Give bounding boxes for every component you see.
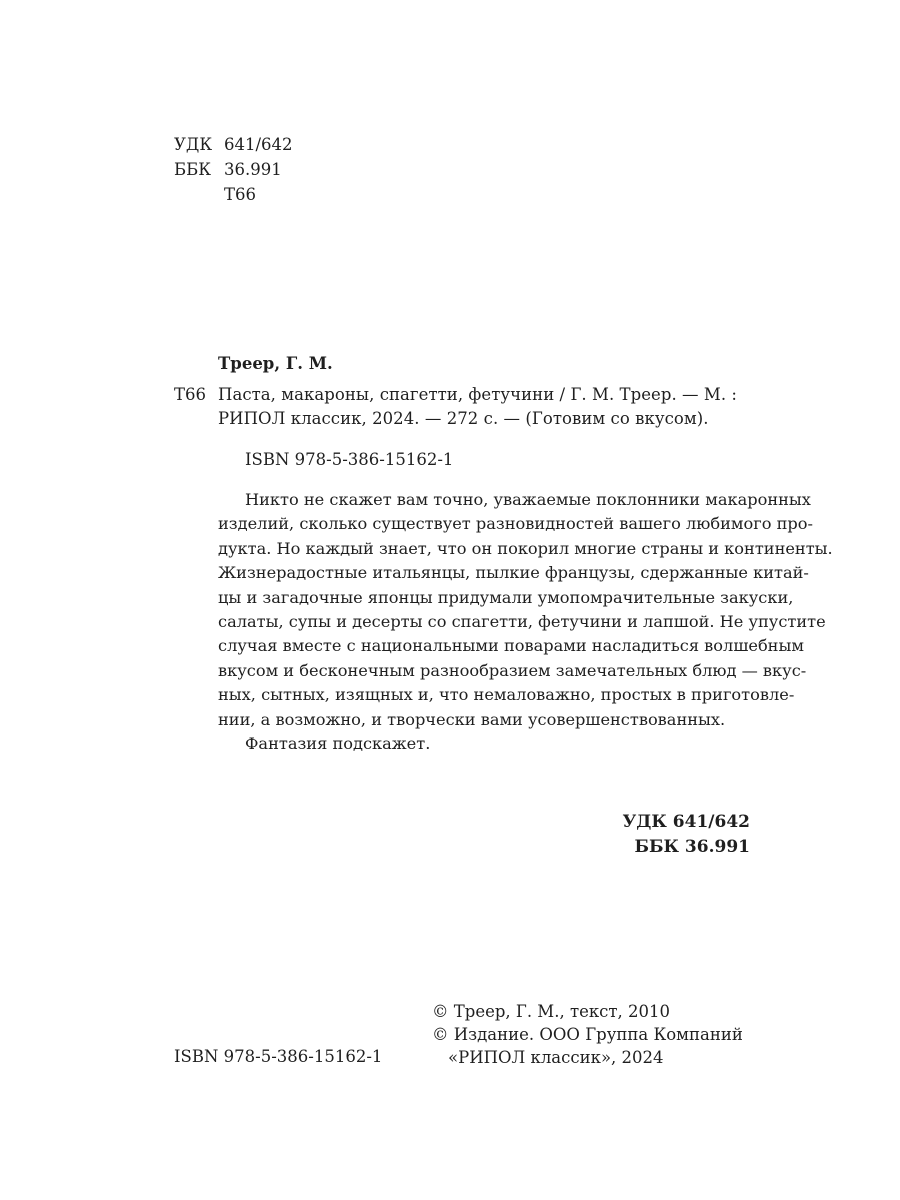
annotation-line: нии, а возможно, и творчески вами усовершенствованных. [218, 709, 726, 729]
annotation-line: изделий, сколько существует разновидностей вашего любимого про- [218, 514, 813, 534]
udk-label: УДК [174, 135, 213, 154]
annotation-line: салаты, супы и десерты со спагетти, фетучини и лапшой. Не упустите [218, 611, 826, 631]
udk-row [174, 132, 293, 157]
annotation-line: дукта. Но каждый знает, что он покорил многие страны и континенты. [218, 538, 833, 558]
udk-value: 641/642 [224, 135, 293, 154]
author-name: Треер, Г. М. [218, 354, 333, 373]
annotation-line: случая вместе с национальными поварами насладиться волшебным [218, 636, 804, 656]
copyright-edition-line-2: «РИПОЛ классик», 2024 [448, 1048, 664, 1067]
annotation-line: Никто не скажет вам точно, уважаемые поклонники макаронных [245, 490, 811, 509]
author-code-top: Т66 [224, 185, 257, 204]
annotation-line: ных, сытных, изящных и, что немаловажно, простых в приготовле- [218, 685, 795, 705]
bbk-value: 36.991 [224, 160, 282, 179]
bib-description-line-2: РИПОЛ классик, 2024. — 272 с. — (Готовим со вкусом). [218, 409, 709, 428]
author-code-bib: Т66 [174, 385, 207, 404]
annotation-line: цы и загадочные японцы придумали умопомрачительные закуски, [218, 587, 794, 607]
isbn-bibliographic: ISBN 978-5-386-15162-1 [245, 450, 454, 469]
annotation-line: Жизнерадостные итальянцы, пылкие французы, сдержанные китай- [218, 563, 809, 583]
annotation-line: вкусом и бесконечным разнообразием замечательных блюд — вкус- [218, 660, 807, 680]
copyright-edition-line-1: © Издание. ООО Группа Компаний [432, 1025, 743, 1044]
annotation-closing: Фантазия подскажет. [245, 733, 431, 753]
copyright-text: © Треер, Г. М., текст, 2010 [432, 1002, 670, 1021]
bbk-label: ББК [174, 160, 212, 179]
bbk-row [174, 157, 282, 182]
annotation [218, 488, 833, 756]
bbk-bottom: ББК 36.991 [634, 837, 750, 857]
isbn-imprint: ISBN 978-5-386-15162-1 [174, 1047, 383, 1066]
udk-bottom: УДК 641/642 [622, 812, 750, 832]
bib-description-line-1: Паста, макароны, спагетти, фетучини / Г. М. Треер. — М. : [218, 385, 738, 404]
